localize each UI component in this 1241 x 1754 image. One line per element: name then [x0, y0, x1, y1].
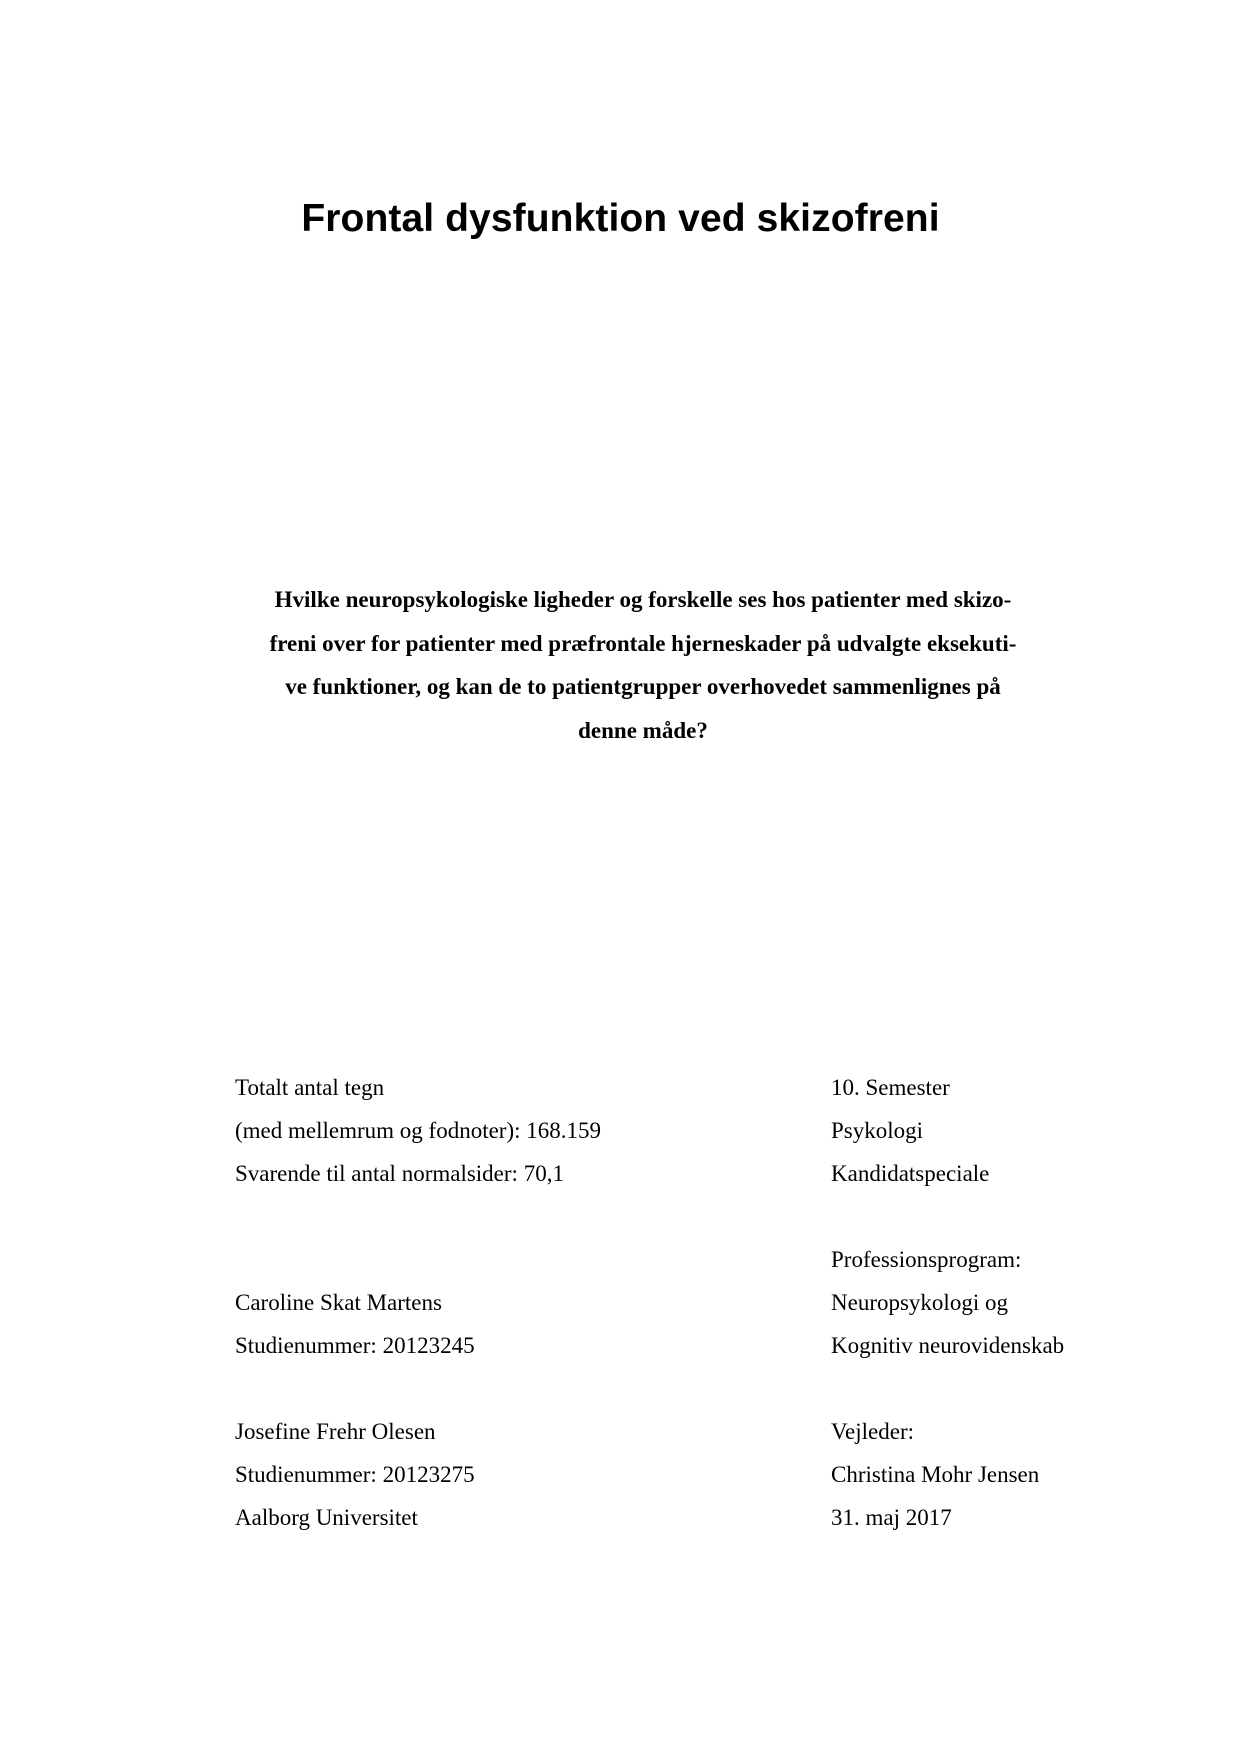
author-1-name: Caroline Skat Martens — [235, 1290, 442, 1315]
character-count-value: (med mellemrum og fodnoter): 168.159 — [235, 1118, 602, 1143]
character-count-label: Totalt antal tegn — [235, 1075, 385, 1100]
normal-pages-count: Svarende til antal normalsider: 70,1 — [235, 1161, 564, 1186]
subject: Psykologi — [831, 1118, 924, 1143]
course-info-column — [831, 1066, 1064, 1539]
document-title: Frontal dysfunktion ved skizofreni — [301, 197, 940, 240]
thesis-type: Kandidatspeciale — [831, 1161, 990, 1186]
spacer — [831, 1195, 1064, 1238]
author-1-student-number: Studienummer: 20123245 — [235, 1333, 475, 1358]
submission-date: 31. maj 2017 — [831, 1505, 952, 1530]
program-label: Professionsprogram: — [831, 1247, 1022, 1272]
research-question — [238, 578, 1048, 752]
program-name-line-2: Kognitiv neurovidenskab — [831, 1333, 1065, 1358]
spacer — [235, 1367, 601, 1410]
author-2-student-number: Studienummer: 20123275 — [235, 1462, 475, 1487]
university-name: Aalborg Universitet — [235, 1505, 418, 1530]
spacer — [235, 1238, 601, 1281]
program-name-line-1: Neuropsykologi og — [831, 1290, 1008, 1315]
spacer — [235, 1195, 601, 1238]
supervisor-label: Vejleder: — [831, 1419, 915, 1444]
research-question-line-2: freni over for patienter med præfrontale hjerneskader på udvalgte eksekuti- — [269, 630, 1017, 656]
research-question-line-1: Hvilke neuropsykologiske ligheder og forskelle ses hos patienter med skizo- — [274, 587, 1012, 612]
semester: 10. Semester — [831, 1075, 950, 1100]
spacer — [831, 1367, 1064, 1410]
supervisor-name: Christina Mohr Jensen — [831, 1462, 1040, 1487]
author-info-column — [235, 1066, 601, 1539]
author-2-name: Josefine Frehr Olesen — [235, 1419, 436, 1444]
research-question-line-4: denne måde? — [578, 717, 708, 743]
research-question-line-3: ve funktioner, og kan de to patientgrupper overhovedet sammenlignes på — [285, 674, 1001, 699]
